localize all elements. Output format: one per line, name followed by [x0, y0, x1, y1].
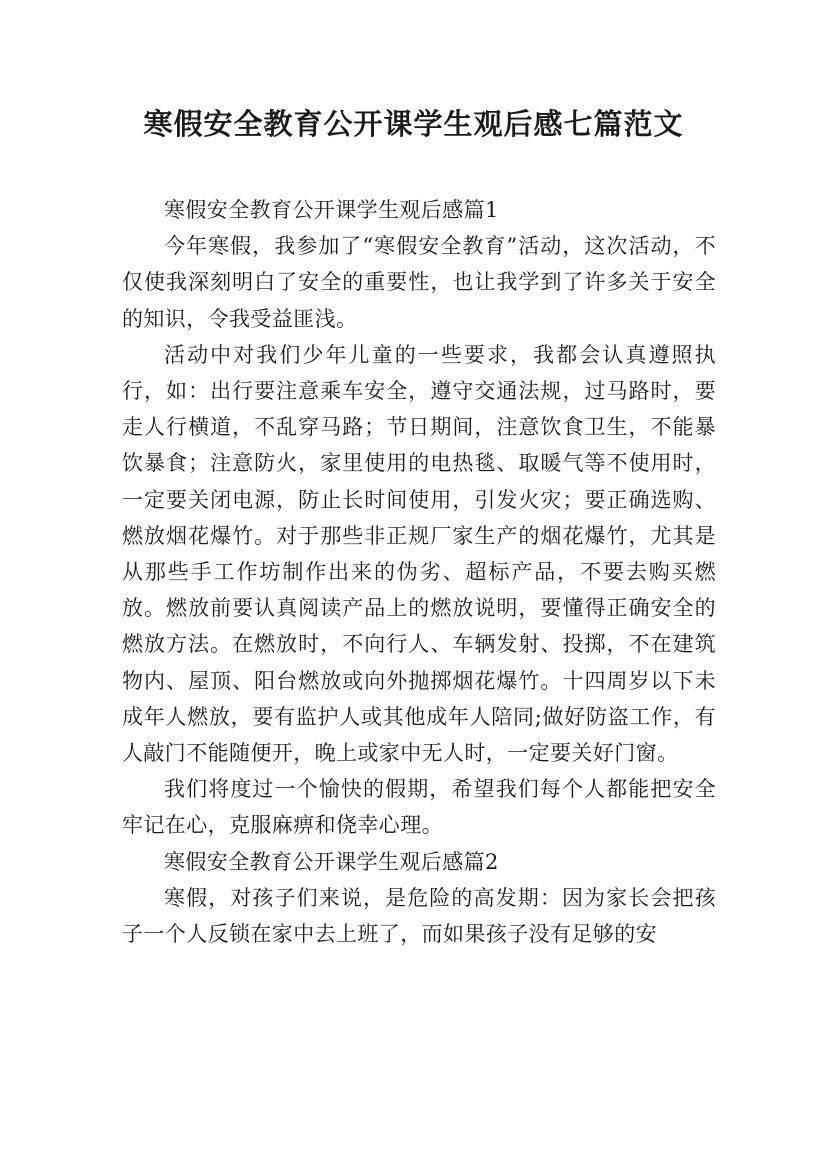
- body-paragraph: 寒假，对孩子们来说，是危险的高发期：因为家长会把孩子一个人反锁在家中去上班了，而如果孩子没有足够的安: [122, 885, 716, 947]
- section-heading: 寒假安全教育公开课学生观后感篇2: [164, 849, 499, 874]
- section-heading: 寒假安全教育公开课学生观后感篇1: [164, 198, 499, 222]
- document-body: [122, 192, 716, 952]
- document-title: 寒假安全教育公开课学生观后感七篇范文: [143, 107, 684, 141]
- body-paragraph: 我们将度过一个愉快的假期，希望我们每个人都能把安全牢记在心，克服麻痹和侥幸心理。: [122, 777, 716, 838]
- body-paragraph: 活动中对我们少年儿童的一些要求，我都会认真遵照执行，如：出行要注意乘车安全，遵守交通法规，过马路时，要走人行横道，不乱穿马路；节日期间，注意饮食卫生，不能暴饮暴食；注意防火，家里使用的电热毯、取暖气等不使用时，一定要关闭电源，防止长时间使用，引发火灾；要正确选购、燃放烟花爆竹。对于那些非正规厂家生产的烟花爆竹，尤其是从那些手工作坊制作出来的伪劣、超标产品，不要去购买燃放。燃放前要认真阅读产品上的燃放说明，要懂得正确安全的燃放方法。在燃放时，不向行人、车辆发射、投掷，不在建筑物内、屋顶、阳台燃放或向外抛掷烟花爆竹。十四周岁以下未成年人燃放，要有监护人或其他成年人陪同;做好防盗工作，有人敲门不能随便开，晚上或家中无人时，一定要关好门窗。: [122, 342, 716, 766]
- body-paragraph: 今年寒假，我参加了“寒假安全教育”活动，这次活动，不仅使我深刻明白了安全的重要性，也让我学到了许多关于安全的知识，令我受益匪浅。: [122, 234, 716, 331]
